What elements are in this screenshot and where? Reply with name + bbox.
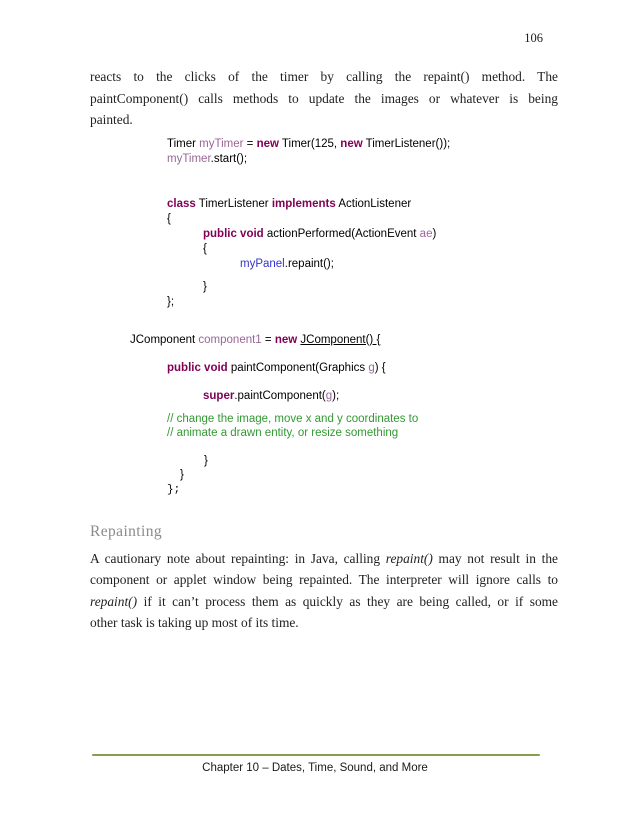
code-line xyxy=(167,280,558,295)
intro-paragraph xyxy=(90,66,558,131)
code-line xyxy=(167,152,558,167)
code-token: JComponent() { xyxy=(300,333,381,346)
text-segment: reacts to the clicks of the timer by calling the repaint() method. The xyxy=(90,69,558,84)
code-line xyxy=(167,182,558,197)
code-token: // animate a drawn entity, or resize something xyxy=(167,426,399,439)
section-heading-repainting: Repainting xyxy=(90,522,163,540)
code-line xyxy=(167,257,558,272)
code-line xyxy=(167,212,558,227)
code-token: g xyxy=(368,361,375,374)
code-token: new xyxy=(340,137,363,150)
code-line xyxy=(130,389,558,403)
code-line xyxy=(167,227,558,242)
text-line xyxy=(90,66,558,88)
code-token: } xyxy=(204,454,208,467)
text-segment: if it can’t process them as quickly as they are being called, or if some xyxy=(137,593,558,609)
code-line xyxy=(130,347,558,361)
code-line xyxy=(167,295,558,310)
code-token: myTimer xyxy=(167,152,211,165)
code-token: myPanel xyxy=(240,257,285,270)
code-token: JComponent xyxy=(130,333,199,346)
code-token: super xyxy=(203,389,235,402)
code-line xyxy=(130,403,558,412)
code-token: .repaint(); xyxy=(284,257,334,270)
code-token: TimerListener()); xyxy=(362,137,451,150)
code-token: ); xyxy=(332,389,340,402)
code-token: = xyxy=(261,333,275,346)
code-token: TimerListener xyxy=(195,197,272,210)
code-token: = xyxy=(243,137,257,150)
code-token: }; xyxy=(167,483,181,496)
text-segment: may not result in the xyxy=(432,550,558,566)
code-line xyxy=(130,482,558,496)
code-block-jcomponent xyxy=(130,333,558,496)
code-token: component1 xyxy=(198,333,262,346)
code-token: }; xyxy=(167,295,175,308)
text-segment: repaint() xyxy=(90,593,138,609)
code-token: } xyxy=(180,468,184,481)
code-token: .start(); xyxy=(210,152,248,165)
code-token: ) { xyxy=(374,361,386,374)
footer-chapter-title: Chapter 10 – Dates, Time, Sound, and More xyxy=(202,762,428,774)
code-token: myTimer xyxy=(199,137,244,150)
code-token: actionPerformed(ActionEvent xyxy=(263,227,420,240)
code-token: } xyxy=(203,280,207,293)
text-line xyxy=(90,591,558,613)
code-line xyxy=(167,242,558,257)
code-token: Timer xyxy=(167,137,200,150)
footer-rule xyxy=(92,754,540,756)
code-token: .paintComponent( xyxy=(234,389,326,402)
text-segment: paintComponent() calls methods to update the images or whatever is being xyxy=(90,90,558,106)
code-line xyxy=(167,167,558,182)
code-token: // change the image, move x and y coordinates to xyxy=(167,412,419,425)
code-token: implements xyxy=(271,197,336,210)
code-token: ) xyxy=(432,227,437,240)
text-segment: A cautionary note about repainting: in Java, calling xyxy=(90,550,386,566)
text-segment: other task is taking up most of its time. xyxy=(90,615,299,630)
code-line xyxy=(130,426,558,440)
code-token: Timer(125, xyxy=(278,137,341,150)
code-block-timer xyxy=(167,137,558,310)
code-line xyxy=(130,412,558,426)
code-line xyxy=(167,197,558,212)
code-token: new xyxy=(256,137,279,150)
text-line xyxy=(90,612,558,634)
code-token: new xyxy=(274,333,298,346)
code-line xyxy=(130,375,558,389)
code-token: { xyxy=(167,212,171,225)
code-token: public void xyxy=(203,227,264,240)
code-token: paintComponent(Graphics xyxy=(227,361,369,374)
code-line xyxy=(130,361,558,375)
code-line xyxy=(130,440,558,454)
code-line xyxy=(167,272,558,280)
code-token: public void xyxy=(167,361,228,374)
text-segment: repaint() xyxy=(385,550,433,566)
code-line xyxy=(130,454,558,468)
code-token: { xyxy=(203,242,207,255)
page-content xyxy=(90,66,558,634)
code-token: g xyxy=(325,389,333,402)
text-line xyxy=(90,569,558,591)
code-line xyxy=(130,333,558,347)
text-line xyxy=(90,88,558,110)
code-token: ActionListener xyxy=(335,197,412,210)
code-token: class xyxy=(167,197,196,210)
text-line xyxy=(90,548,558,570)
code-token: ae xyxy=(419,227,433,240)
text-line xyxy=(90,109,558,131)
page-number: 106 xyxy=(524,31,543,45)
repainting-paragraph xyxy=(90,548,558,634)
code-line xyxy=(167,137,558,152)
code-line xyxy=(130,468,558,482)
text-segment: component or applet window being repainted. The interpreter will ignore calls to xyxy=(90,572,558,587)
text-segment: painted. xyxy=(90,112,133,127)
